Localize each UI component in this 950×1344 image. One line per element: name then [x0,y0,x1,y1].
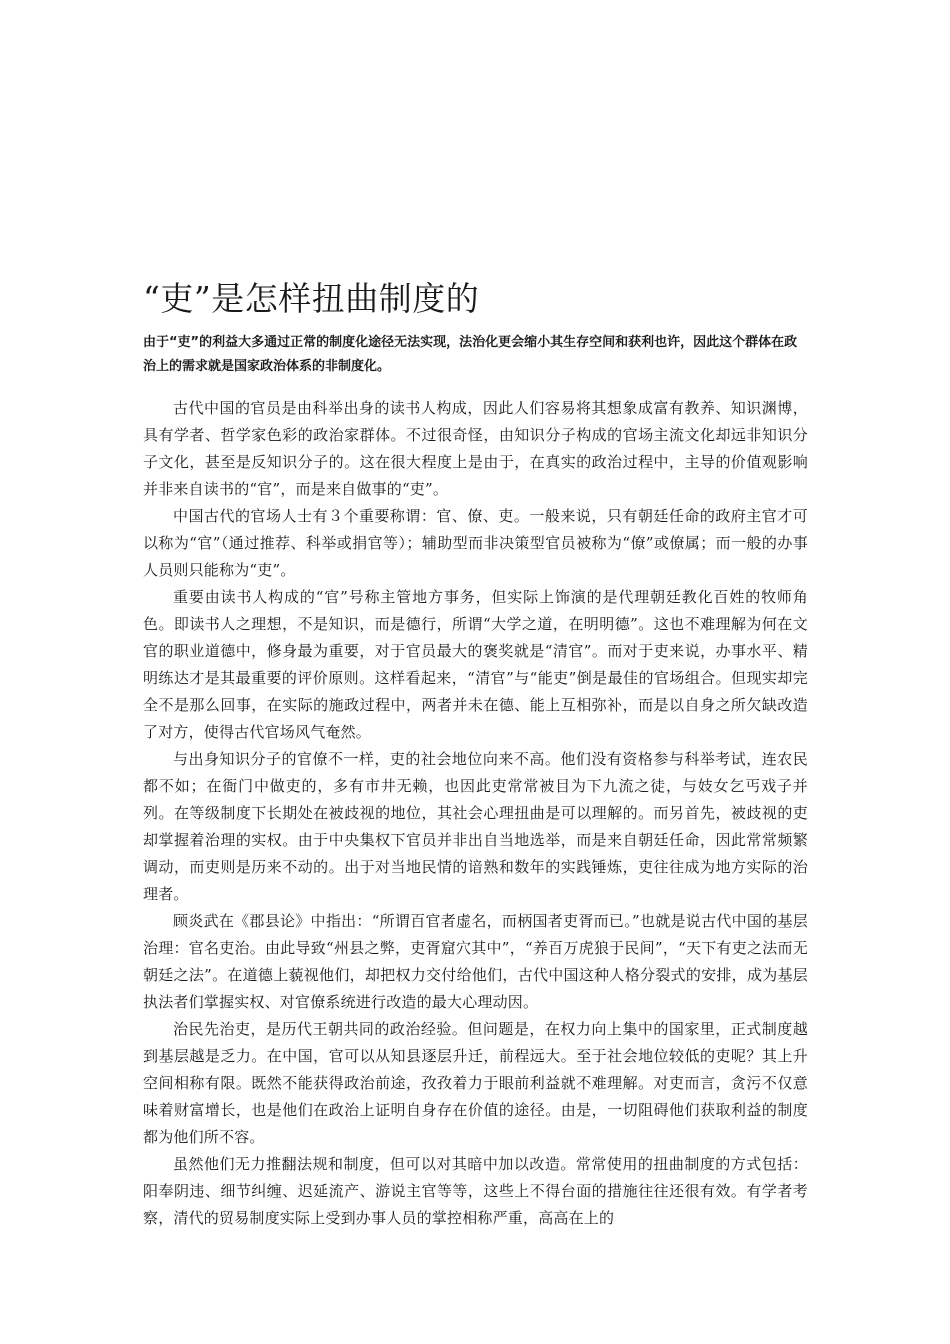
body-paragraph-3: 重要由读书人构成的“官”号称主管地方事务，但实际上饰演的是代理朝廷教化百姓的牧师角色。即读书人之理想，不是知识，而是德行，所谓“大学之道，在明明德”。这也不难理解为何在文官的职业道德中，修身最为重要，对于官员最大的褒奖就是“清官”。而对于吏来说，办事水平、精明练达才是其最重要的评价原则。这样看起来，“清官”与“能吏”倒是最佳的官场组合。但现实却完全不是那么回事，在实际的施政过程中，两者并未在德、能上互相弥补，而是以自身之所欠缺改造了对方，使得古代官场风气奄然。 [143,588,808,741]
body-paragraph-6: 治民先治吏，是历代王朝共同的政治经验。但问题是，在权力向上集中的国家里，正式制度越到基层越是乏力。在中国，官可以从知县逐层升迁，前程远大。至于社会地位较低的吏呢？其上升空间相称有限。既然不能获得政治前途，孜孜着力于眼前利益就不难理解。对吏而言，贪污不仅意味着财富增长，也是他们在政治上证明自身存在价值的途径。由是，一切阻碍他们获取利益的制度都为他们所不容。 [143,1020,808,1146]
article-body [143,395,808,1232]
article-lead: 由于“吏”的利益大多通过正常的制度化途径无法实现，法治化更会缩小其生存空间和获利也许，因此这个群体在政治上的需求就是国家政治体系的非制度化。 [143,335,798,374]
body-paragraph-2: 中国古代的官场人士有３个重要称谓：官、僚、吏。一般来说，只有朝廷任命的政府主官才可以称为“官”（通过推荐、科举或捐官等）；辅助型而非决策型官员被称为“僚”或僚属；而一般的办事人员则只能称为“吏”。 [143,507,808,579]
body-paragraph-1: 古代中国的官员是由科举出身的读书人构成，因此人们容易将其想象成富有教养、知识渊博，具有学者、哲学家色彩的政治家群体。不过很奇怪，由知识分子构成的官场主流文化却远非知识分子文化，甚至是反知识分子的。这在很大程度上是由于，在真实的政治过程中，主导的价值观影响并非来自读书的“官”，而是来自做事的“吏”。 [143,399,808,498]
body-paragraph-5: 顾炎武在《郡县论》中指出：“所谓百官者虚名，而柄国者吏胥而已。”也就是说古代中国的基层治理：官名吏治。由此导致“州县之弊，吏胥窟穴其中”，“养百万虎狼于民间”，“天下有吏之法而无朝廷之法”。在道德上藐视他们，却把权力交付给他们，古代中国这种人格分裂式的安排，成为基层执法者们掌握实权、对官僚系统进行改造的最大心理动因。 [143,912,808,1011]
article-title: “吏”是怎样扭曲制度的 [143,279,480,318]
body-paragraph-7: 虽然他们无力推翻法规和制度，但可以对其暗中加以改造。常常使用的扭曲制度的方式包括：阳奉阴违、细节纠缠、迟延流产、游说主官等等，这些上不得台面的措施往往还很有效。有学者考察，清代的贸易制度实际上受到办事人员的掌控相称严重，高高在上的 [143,1155,808,1227]
article [143,278,808,1232]
body-paragraph-4: 与出身知识分子的官僚不一样，吏的社会地位向来不高。他们没有资格参与科举考试，连农民都不如；在衙门中做吏的，多有市井无赖，也因此吏常常被目为下九流之徒，与妓女乞丐戏子并列。在等级制度下长期处在被歧视的地位，其社会心理扭曲是可以理解的。而另首先，被歧视的吏却掌握着治理的实权。由于中央集权下官员并非出自当地选举，而是来自朝廷任命，因此常常频繁调动，而吏则是历来不动的。出于对当地民情的谙熟和数年的实践锤炼，吏往往成为地方实际的治理者。 [143,750,808,903]
